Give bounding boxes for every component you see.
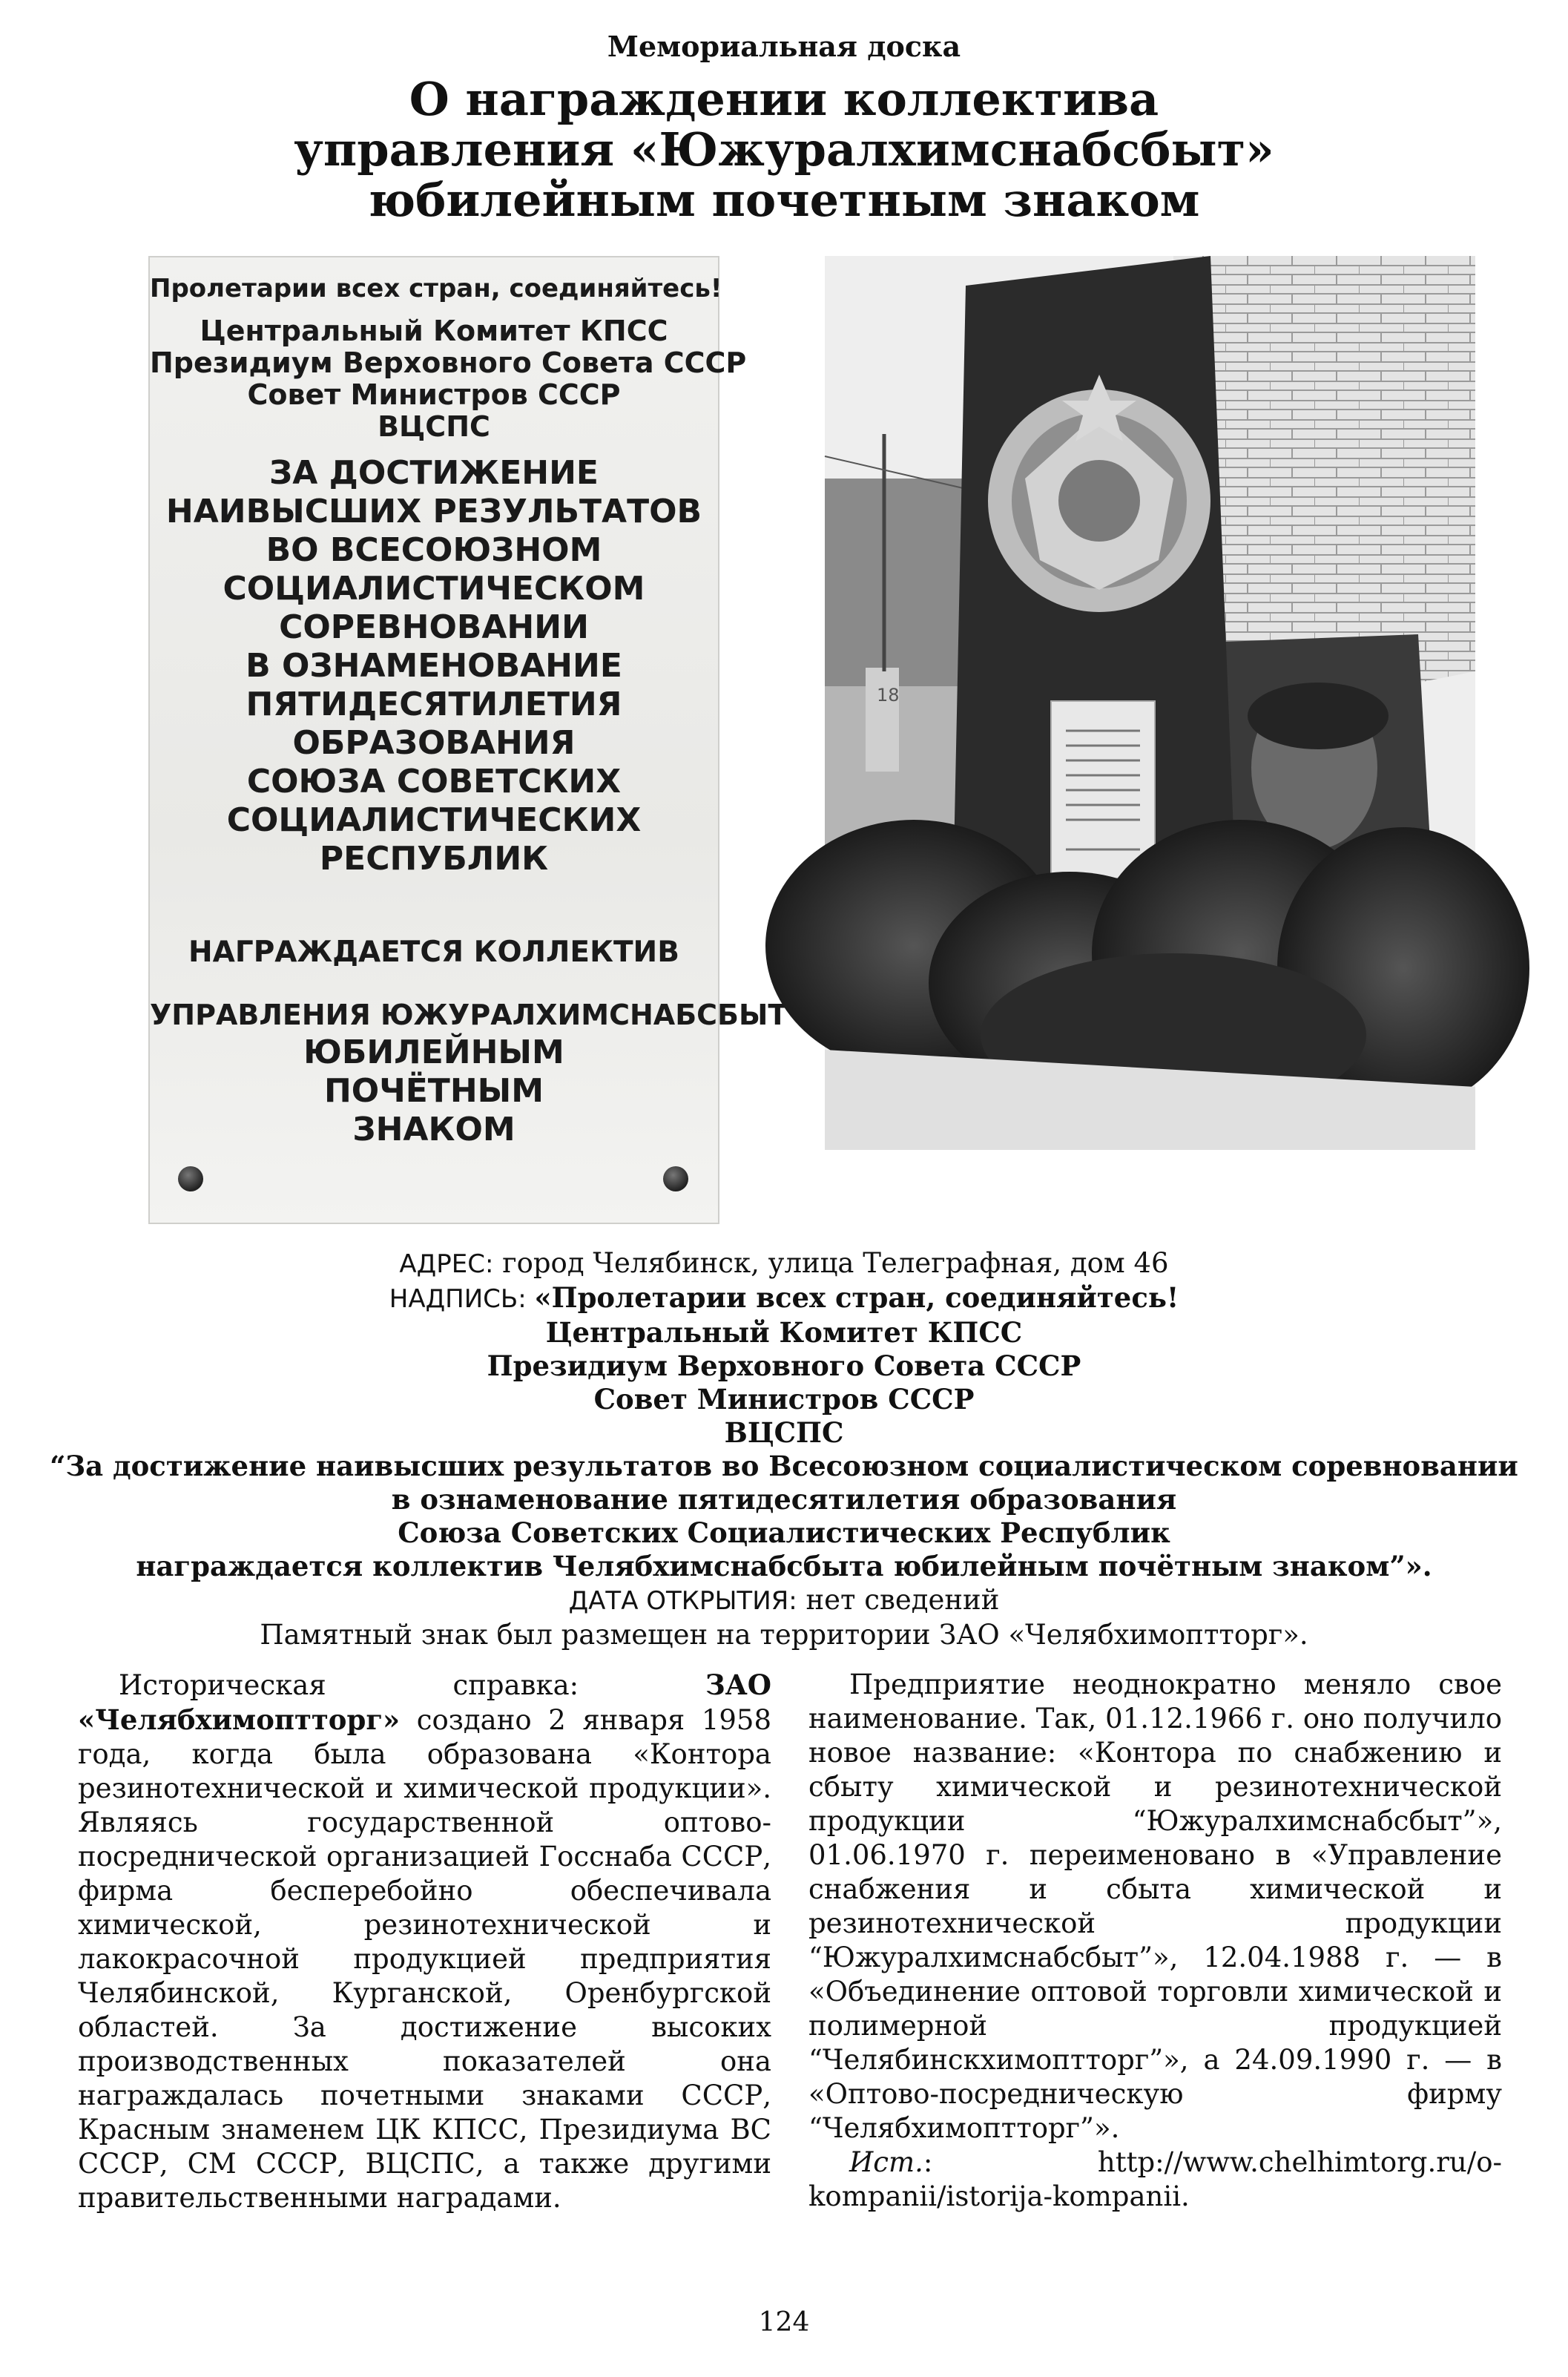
plaque-line: ПЯТИДЕСЯТИЛЕТИЯ <box>246 686 622 723</box>
plaque-line: ВЦСПС <box>378 410 490 443</box>
plaque-line: В ОЗНАМЕНОВАНИЕ <box>246 647 622 685</box>
plaque-line: Совет Министров СССР <box>247 378 621 411</box>
source-paragraph <box>808 2146 1502 2214</box>
plaque-line: Центральный Комитет КПСС <box>200 315 668 347</box>
plaque-line: СОЦИАЛИСТИЧЕСКОМ <box>223 570 645 608</box>
plaque-line: ЗНАКОМ <box>352 1111 515 1148</box>
plaque-awarded <box>150 936 718 968</box>
source-url: : http://www.chelhimtorg.ru/o-kompanii/istorija-kompanii. <box>808 2146 1502 2212</box>
source-label: Ист. <box>849 2146 923 2178</box>
location-note: Памятный знак был размещен на территории ЗАО «Челябхимоптторг». <box>260 1619 1308 1651</box>
plaque-line: РЕСПУБЛИК <box>319 840 549 878</box>
plaque-line: СОРЕВНОВАНИИ <box>279 608 589 646</box>
inscription-line: Президиум Верховного Совета СССР <box>487 1349 1081 1382</box>
inscription-line: Союза Советских Социалистических Республик <box>398 1516 1170 1549</box>
plaque-photo <box>148 256 788 1224</box>
mounting-bolt-icon <box>178 1166 203 1191</box>
inscription-line: Центральный Комитет КПСС <box>545 1316 1023 1349</box>
plaque-line: НАИВЫСШИХ РЕЗУЛЬТАТОВ <box>165 493 702 530</box>
address-line <box>0 1246 1568 1281</box>
inscription-line: награждается коллектив Челябхимснабсбыта юбилейным почётным знаком”». <box>136 1550 1432 1582</box>
inscription-text: «Пролетарии всех стран, соединяйтесь! <box>534 1281 1179 1314</box>
mounting-bolt-icon <box>663 1166 688 1191</box>
title-line: юбилейным почетным знаком <box>368 173 1200 227</box>
plaque-line: НАГРАЖДАЕТСЯ КОЛЛЕКТИВ <box>188 936 679 969</box>
history-column-right <box>808 1668 1502 2214</box>
opening-value: нет сведений <box>797 1584 1000 1616</box>
plaque-line: СОЦИАЛИСТИЧЕСКИХ <box>226 801 642 839</box>
monument-scene <box>825 256 1475 1150</box>
address-value: город Челябинск, улица Телеграфная, дом 46 <box>493 1247 1169 1279</box>
plaque-line: УПРАВЛЕНИЯ ЮЖУРАЛХИМСНАБСБЫТ <box>150 999 788 1031</box>
monument-photo <box>825 256 1475 1150</box>
plaque-slogan: Пролетарии всех стран, соединяйтесь! <box>150 274 722 303</box>
plaque-line: Президиум Верховного Совета СССР <box>150 346 747 379</box>
address-label: АДРЕС: <box>399 1249 494 1279</box>
plaque-citation <box>150 454 718 878</box>
plaque-line: СОЮЗА СОВЕТСКИХ <box>246 763 622 800</box>
inscription-line: в ознаменование пятидесятилетия образования <box>391 1483 1177 1516</box>
opening-label: ДАТА ОТКРЫТИЯ: <box>568 1586 797 1616</box>
background-sign <box>866 668 899 772</box>
title-line: О награждении коллектива <box>409 72 1159 126</box>
memorial-details <box>0 1246 1568 1651</box>
background-sign-number: 18 <box>877 685 900 706</box>
plaque-line: ПОЧЁТНЫМ <box>323 1072 544 1110</box>
opening-date-line <box>0 1583 1568 1618</box>
history-intro: Историческая справка: <box>119 1669 705 1701</box>
document-supertitle: Мемориальная доска <box>607 30 961 63</box>
renaming-paragraph: Предприятие неоднократно меняло свое наименование. Так, 01.12.1966 г. оно получило новое название: «Контора по снабжению и сбыту химической и резинотехнической продукции “Южуралхимснабсбыт”», 01.06.1970 г. переименовано в «Управление снабжения и сбыта химической и резинотехнической продукции “Южуралхимснабсбыт”», 12.04.1988 г. — в «Объединение оптовой торговли химической и полимерной продукцией “Челябинскхимоптторг”», а 24.09.1990 г. — в «Оптово-посредническую фирму “Челябхимоптторг”». <box>808 1668 1502 2144</box>
inscription-line: “За достижение наивысших результатов во Всесоюзном социалистическом соревновании <box>50 1450 1518 1482</box>
plaque-organisation <box>150 999 788 1031</box>
inscription-line: Совет Министров СССР <box>593 1383 975 1416</box>
plaque-line: ЗА ДОСТИЖЕНИЕ <box>269 454 599 492</box>
inscription-label: НАДПИСЬ: <box>389 1284 535 1314</box>
document-title <box>0 74 1568 226</box>
plaque-line: ОБРАЗОВАНИЯ <box>292 724 576 762</box>
plaque-line: ЮБИЛЕЙНЫМ <box>303 1033 564 1071</box>
title-line: управления «Южуралхимснабсбыт» <box>294 122 1274 177</box>
plaque-authorities <box>150 315 747 443</box>
history-column-left <box>78 1668 771 2215</box>
plaque-award <box>150 1033 718 1149</box>
inscription-first-line <box>0 1281 1568 1316</box>
plaque-line: ВО ВСЕСОЮЗНОМ <box>266 531 602 569</box>
history-text: создано 2 января 1958 года, когда была образована «Контора резинотехнической и химической продукции». Являясь государственной оптово-посреднической организацией Госснаба СССР, фирма бесперебойно обеспечивала химической, резинотехнической и лакокрасочной продукцией предприятия Челябинской, Курганской, Оренбургской областей. За достижение высоких производственных показателей она награждалась почетными знаками СССР, Красным знаменем ЦК КПСС, Президиума ВС СССР, СМ СССР, ВЦСПС, а также другими правительственными наградами. <box>78 1704 771 2214</box>
history-paragraph <box>78 1668 771 2215</box>
inscription-line: ВЦСПС <box>724 1416 844 1449</box>
company-name: ЗАО «Челябхимоптторг» <box>78 1668 771 1736</box>
page-number: 124 <box>758 2307 810 2338</box>
